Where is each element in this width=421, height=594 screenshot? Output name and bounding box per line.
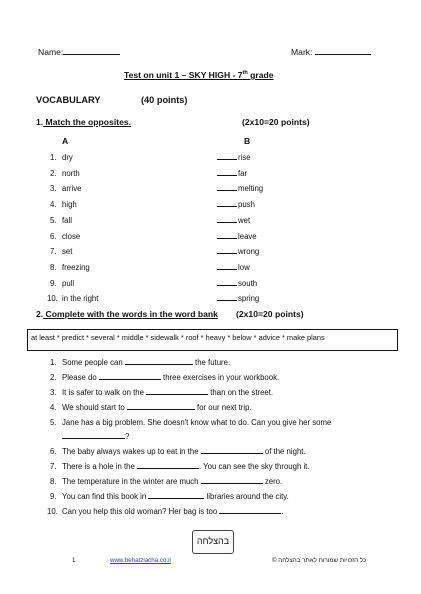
item-b-word: leave	[238, 231, 257, 241]
sentence-number: 9.	[50, 492, 57, 501]
sentence-row	[50, 373, 279, 382]
vocabulary-points: (40 points)	[141, 95, 188, 105]
sentence-after: zero.	[262, 477, 283, 486]
item-a-number: 9.	[50, 278, 57, 288]
item-b-row	[217, 294, 259, 303]
answer-blank[interactable]	[62, 438, 125, 439]
sentence-before: Please do	[62, 373, 99, 382]
item-b-row	[217, 200, 255, 209]
sentence-after: of the night.	[262, 447, 306, 456]
item-a-number: 3.	[50, 184, 57, 194]
item-a-number: 7.	[50, 247, 57, 257]
website-link[interactable]: www.behatzlacha.co.il	[110, 557, 171, 564]
item-b-word: push	[238, 200, 255, 210]
sentence-number: 3.	[50, 388, 57, 397]
mark-field	[291, 47, 371, 57]
item-a-number: 8.	[50, 262, 57, 272]
name-field	[38, 47, 120, 57]
sentence-after: ?	[125, 432, 130, 441]
item-a-word: dry	[62, 153, 73, 162]
sentence-after: . You can see the sky through it.	[198, 462, 310, 471]
sentence-before: It is safer to walk on the	[62, 388, 147, 397]
page-number: 1	[72, 557, 76, 564]
item-a-word: arrive	[62, 184, 82, 194]
sentence-after: the future.	[192, 358, 231, 367]
answer-blank[interactable]	[217, 285, 237, 286]
sentence-number: 1.	[50, 358, 57, 367]
column-a-header: A	[62, 136, 69, 146]
item-b-word: south	[238, 278, 258, 288]
sentence-number: 8.	[50, 477, 57, 486]
sentence-number: 6.	[50, 447, 57, 456]
sentence-row	[62, 432, 129, 441]
answer-blank[interactable]	[125, 364, 193, 365]
section1-points: (2x10=20 points)	[242, 117, 310, 127]
item-a-number: 10.	[47, 294, 58, 304]
item-a-number: 5.	[50, 215, 57, 225]
item-b-word: far	[238, 168, 248, 178]
sentence-before: Jane has a big problem. She doesn't know what to do. Can you give her some	[62, 418, 332, 427]
vocabulary-heading: VOCABULARY	[36, 95, 101, 105]
sentence-before: Some people can	[62, 358, 125, 367]
answer-blank[interactable]	[217, 300, 237, 301]
sentence-row	[50, 388, 273, 397]
sentence-after: for our next trip.	[194, 403, 252, 412]
sentence-row	[50, 447, 306, 456]
mark-label: Mark:	[291, 47, 313, 57]
item-b-word: wet	[238, 215, 251, 225]
sentence-before: The baby always wakes up to eat in the	[62, 447, 201, 456]
sentence-before: You can find this book in	[62, 492, 149, 501]
name-label: Name:	[38, 47, 64, 57]
sentence-after: libraries around the city.	[204, 492, 289, 501]
answer-blank[interactable]	[219, 513, 281, 514]
column-b-header: B	[244, 136, 251, 146]
item-b-word: wrong	[238, 247, 260, 257]
item-a-number: 6.	[50, 231, 57, 241]
answer-blank[interactable]	[148, 498, 204, 499]
sentence-row	[50, 418, 331, 427]
item-b-row	[217, 279, 257, 288]
item-a-number: 1.	[50, 153, 57, 162]
sentence-number: 2.	[50, 373, 57, 382]
sentence-row	[50, 492, 289, 501]
item-b-word: rise	[238, 153, 251, 162]
item-b-row	[217, 247, 259, 256]
item-b-row	[217, 153, 251, 162]
mark-blank	[315, 54, 371, 55]
answer-blank[interactable]	[217, 238, 237, 239]
logo-text: בהצלחה	[196, 536, 230, 546]
sentence-after: three exercises in your workbook.	[160, 373, 280, 382]
item-b-word: melting	[238, 184, 264, 194]
sentence-before: There is a hole in the	[62, 462, 137, 471]
item-b-row	[217, 169, 247, 178]
sentence-row	[50, 403, 252, 412]
answer-blank[interactable]	[217, 253, 237, 254]
answer-blank[interactable]	[137, 468, 199, 469]
sentence-after: than on the street.	[208, 388, 274, 397]
item-a-number: 4.	[50, 200, 57, 210]
sentence-before: The temperature in the winter are much	[62, 477, 201, 486]
item-b-word: low	[238, 262, 250, 272]
answer-blank[interactable]	[201, 483, 263, 484]
answer-blank[interactable]	[127, 409, 195, 410]
word-bank: at least * predict * several * middle * sidewalk * roof * heavy * below * advice * make plans	[27, 329, 398, 351]
answer-blank[interactable]	[201, 453, 263, 454]
answer-blank[interactable]	[217, 190, 237, 191]
sentence-number: 7.	[50, 462, 57, 471]
section2-title: 2. Complete with the words in the word bank	[36, 309, 218, 319]
sentence-number: 5.	[50, 418, 57, 427]
answer-blank[interactable]	[217, 175, 237, 176]
item-a-word: pull	[62, 278, 75, 288]
sentence-before: We should start to	[62, 403, 127, 412]
item-a-word: close	[62, 231, 81, 241]
item-a-word: set	[62, 247, 73, 257]
item-a-word: freezing	[62, 262, 90, 272]
answer-blank[interactable]	[217, 222, 237, 223]
name-blank	[63, 54, 120, 55]
sentence-row	[50, 358, 230, 367]
item-b-row	[217, 184, 263, 193]
answer-blank[interactable]	[217, 159, 237, 160]
sentence-row	[50, 462, 310, 471]
answer-blank[interactable]	[217, 269, 237, 270]
sentence-row	[50, 477, 282, 486]
item-a-number: 2.	[50, 168, 57, 178]
logo	[192, 530, 234, 554]
sentence-number: 4.	[50, 403, 57, 412]
copyright-text: כל הזכויות שמורות לאתר בהצלחה ©	[272, 557, 367, 564]
item-a-word: north	[62, 168, 80, 178]
item-a-word: fall	[62, 215, 72, 225]
sentence-before: Can you help this old woman? Her bag is too	[62, 507, 220, 516]
answer-blank[interactable]	[217, 206, 237, 207]
sentence-row	[47, 507, 284, 516]
item-b-word: spring	[238, 294, 260, 304]
page-title: Test on unit 1 – SKY HIGH - 7th grade	[124, 70, 274, 80]
sentence-after: .	[281, 507, 284, 516]
item-b-row	[217, 263, 250, 272]
item-a-word: high	[62, 200, 77, 210]
answer-blank[interactable]	[146, 394, 208, 395]
sentence-number: 10.	[47, 507, 58, 516]
answer-blank[interactable]	[99, 379, 161, 380]
section1-title: 1. Match the opposites.	[36, 117, 132, 127]
item-a-word: in the right	[62, 294, 99, 304]
item-b-row	[217, 216, 250, 225]
item-b-row	[217, 232, 257, 241]
section2-points: (2x10=20 points)	[236, 309, 304, 319]
